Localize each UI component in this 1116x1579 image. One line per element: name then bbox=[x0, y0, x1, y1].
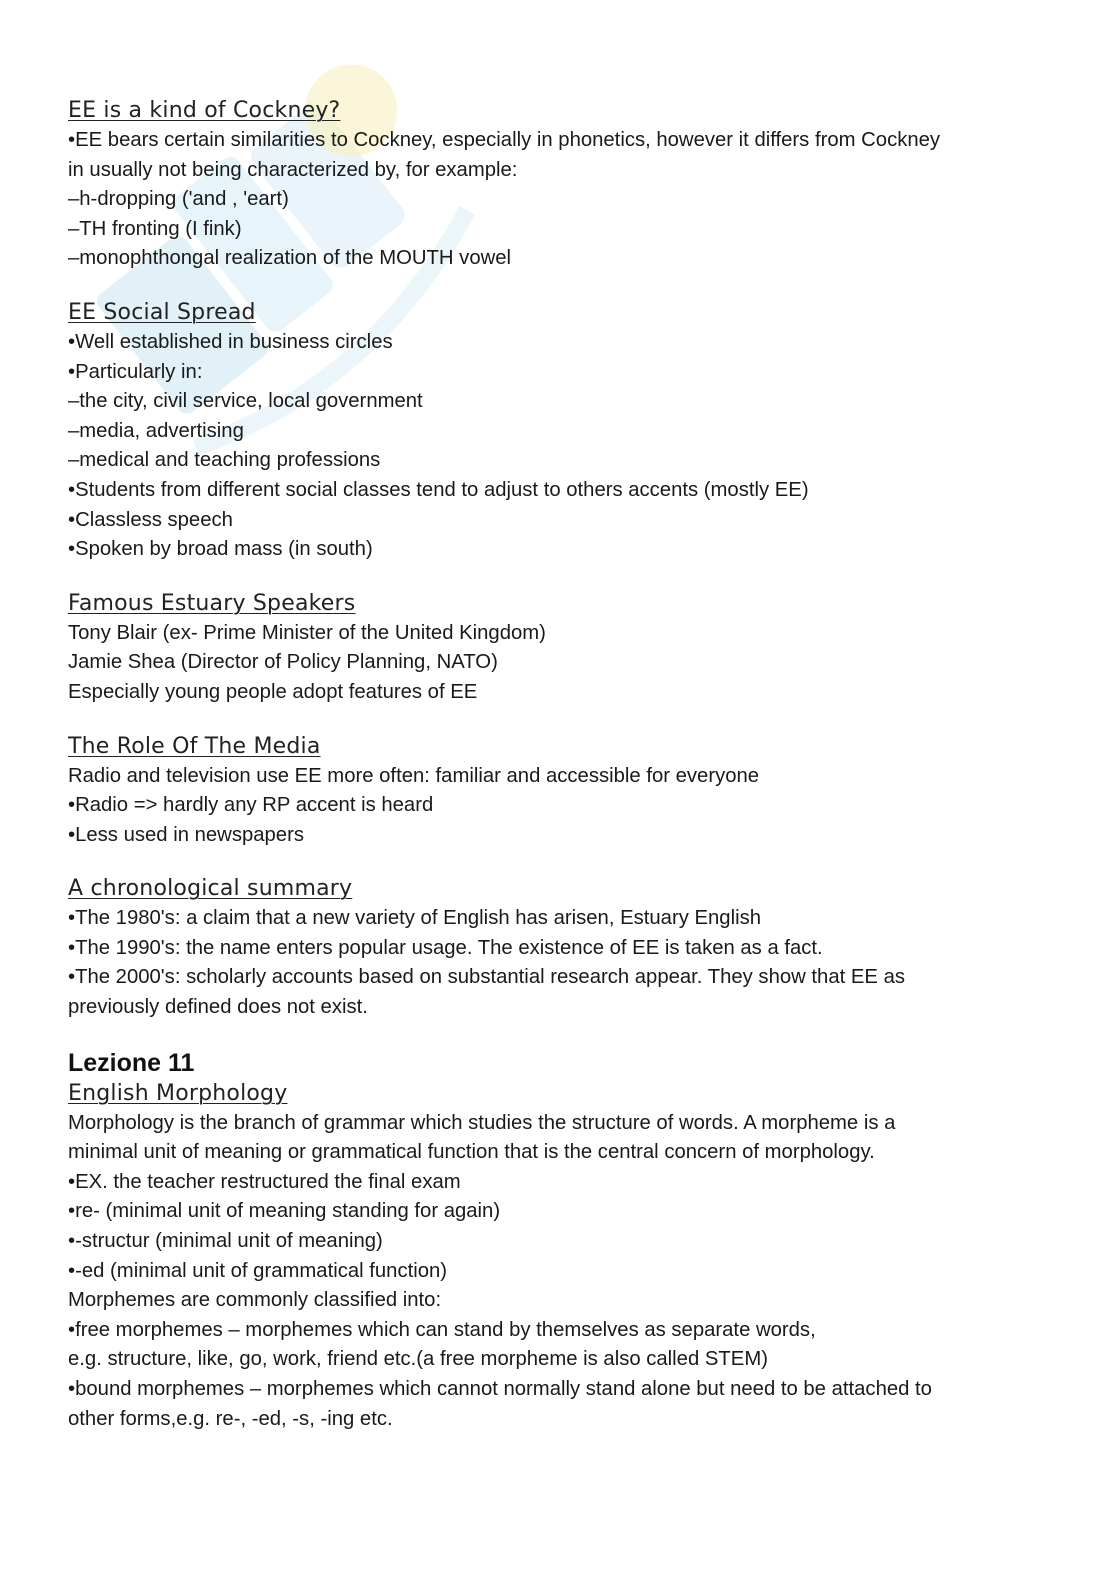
text-line: •Radio => hardly any RP accent is heard bbox=[68, 794, 434, 817]
text-line: •Students from different social classes tend to adjust to others accents (mostly EE) bbox=[68, 478, 809, 501]
text-line: •-ed (minimal unit of grammatical function) bbox=[68, 1259, 448, 1282]
section-heading: EE Social Spread bbox=[68, 299, 256, 325]
lesson-title: Lezione 11 bbox=[68, 1048, 195, 1077]
text-line: Morphemes are commonly classified into: bbox=[68, 1289, 442, 1312]
text-line: –medical and teaching professions bbox=[68, 449, 381, 472]
section-heading: English Morphology bbox=[68, 1080, 288, 1106]
section-heading: A chronological summary bbox=[68, 876, 353, 902]
text-line: •Well established in business circles bbox=[68, 330, 393, 353]
text-line: Jamie Shea (Director of Policy Planning, NATO) bbox=[68, 651, 498, 674]
section-heading: Famous Estuary Speakers bbox=[68, 590, 356, 616]
section-cockney bbox=[68, 96, 1048, 274]
text-line: –h-dropping ('and , 'eart) bbox=[68, 188, 289, 211]
section-role-of-media bbox=[68, 732, 1048, 851]
text-line: •EE bears certain similarities to Cockney, especially in phonetics, however it differs from Cockney bbox=[68, 129, 941, 151]
text-line: –monophthongal realization of the MOUTH vowel bbox=[68, 247, 512, 270]
text-line: •The 2000's: scholarly accounts based on substantial research appear. They show that EE as bbox=[68, 966, 905, 989]
section-heading: EE is a kind of Cockney? bbox=[68, 98, 341, 123]
text-line: Radio and television use EE more often: familiar and accessible for everyone bbox=[68, 764, 760, 787]
text-line: Morphology is the branch of grammar which studies the structure of words. A morpheme is a bbox=[68, 1111, 896, 1134]
document-page bbox=[68, 96, 1048, 1458]
section-famous-speakers bbox=[68, 589, 1048, 708]
text-line: –TH fronting (I fink) bbox=[68, 217, 242, 240]
text-line: •-structur (minimal unit of meaning) bbox=[68, 1230, 383, 1253]
section-heading: The Role Of The Media bbox=[68, 733, 321, 759]
text-line: other forms,e.g. re-, -ed, -s, -ing etc. bbox=[68, 1407, 393, 1430]
text-line: •Particularly in: bbox=[68, 360, 203, 383]
text-line: •bound morphemes – morphemes which cannot normally stand alone but need to be attached to bbox=[68, 1378, 932, 1400]
section-chronological-summary bbox=[68, 874, 1048, 1022]
text-line: •Less used in newspapers bbox=[68, 823, 304, 846]
text-line: •free morphemes – morphemes which can stand by themselves as separate words, bbox=[68, 1318, 816, 1341]
section-lesson-11 bbox=[68, 1047, 1048, 1435]
text-line: –the city, civil service, local government bbox=[68, 390, 423, 413]
text-line: •EX. the teacher restructured the final exam bbox=[68, 1170, 461, 1193]
text-line: •The 1980's: a claim that a new variety of English has arisen, Estuary English bbox=[68, 907, 761, 930]
text-line: Especially young people adopt features of EE bbox=[68, 680, 478, 703]
text-line: •The 1990's: the name enters popular usage. The existence of EE is taken as a fact. bbox=[68, 936, 823, 959]
section-social-spread bbox=[68, 298, 1048, 565]
text-line: •Classless speech bbox=[68, 508, 233, 531]
text-line: previously defined does not exist. bbox=[68, 996, 368, 1019]
text-line: •Spoken by broad mass (in south) bbox=[68, 538, 373, 561]
text-line: minimal unit of meaning or grammatical function that is the central concern of morphology. bbox=[68, 1141, 875, 1164]
text-line: Tony Blair (ex- Prime Minister of the United Kingdom) bbox=[68, 621, 546, 644]
text-line: •re- (minimal unit of meaning standing for again) bbox=[68, 1200, 501, 1223]
text-line: e.g. structure, like, go, work, friend etc.(a free morpheme is also called STEM) bbox=[68, 1348, 768, 1371]
text-line: –media, advertising bbox=[68, 419, 244, 442]
text-line: in usually not being characterized by, for example: bbox=[68, 158, 518, 181]
